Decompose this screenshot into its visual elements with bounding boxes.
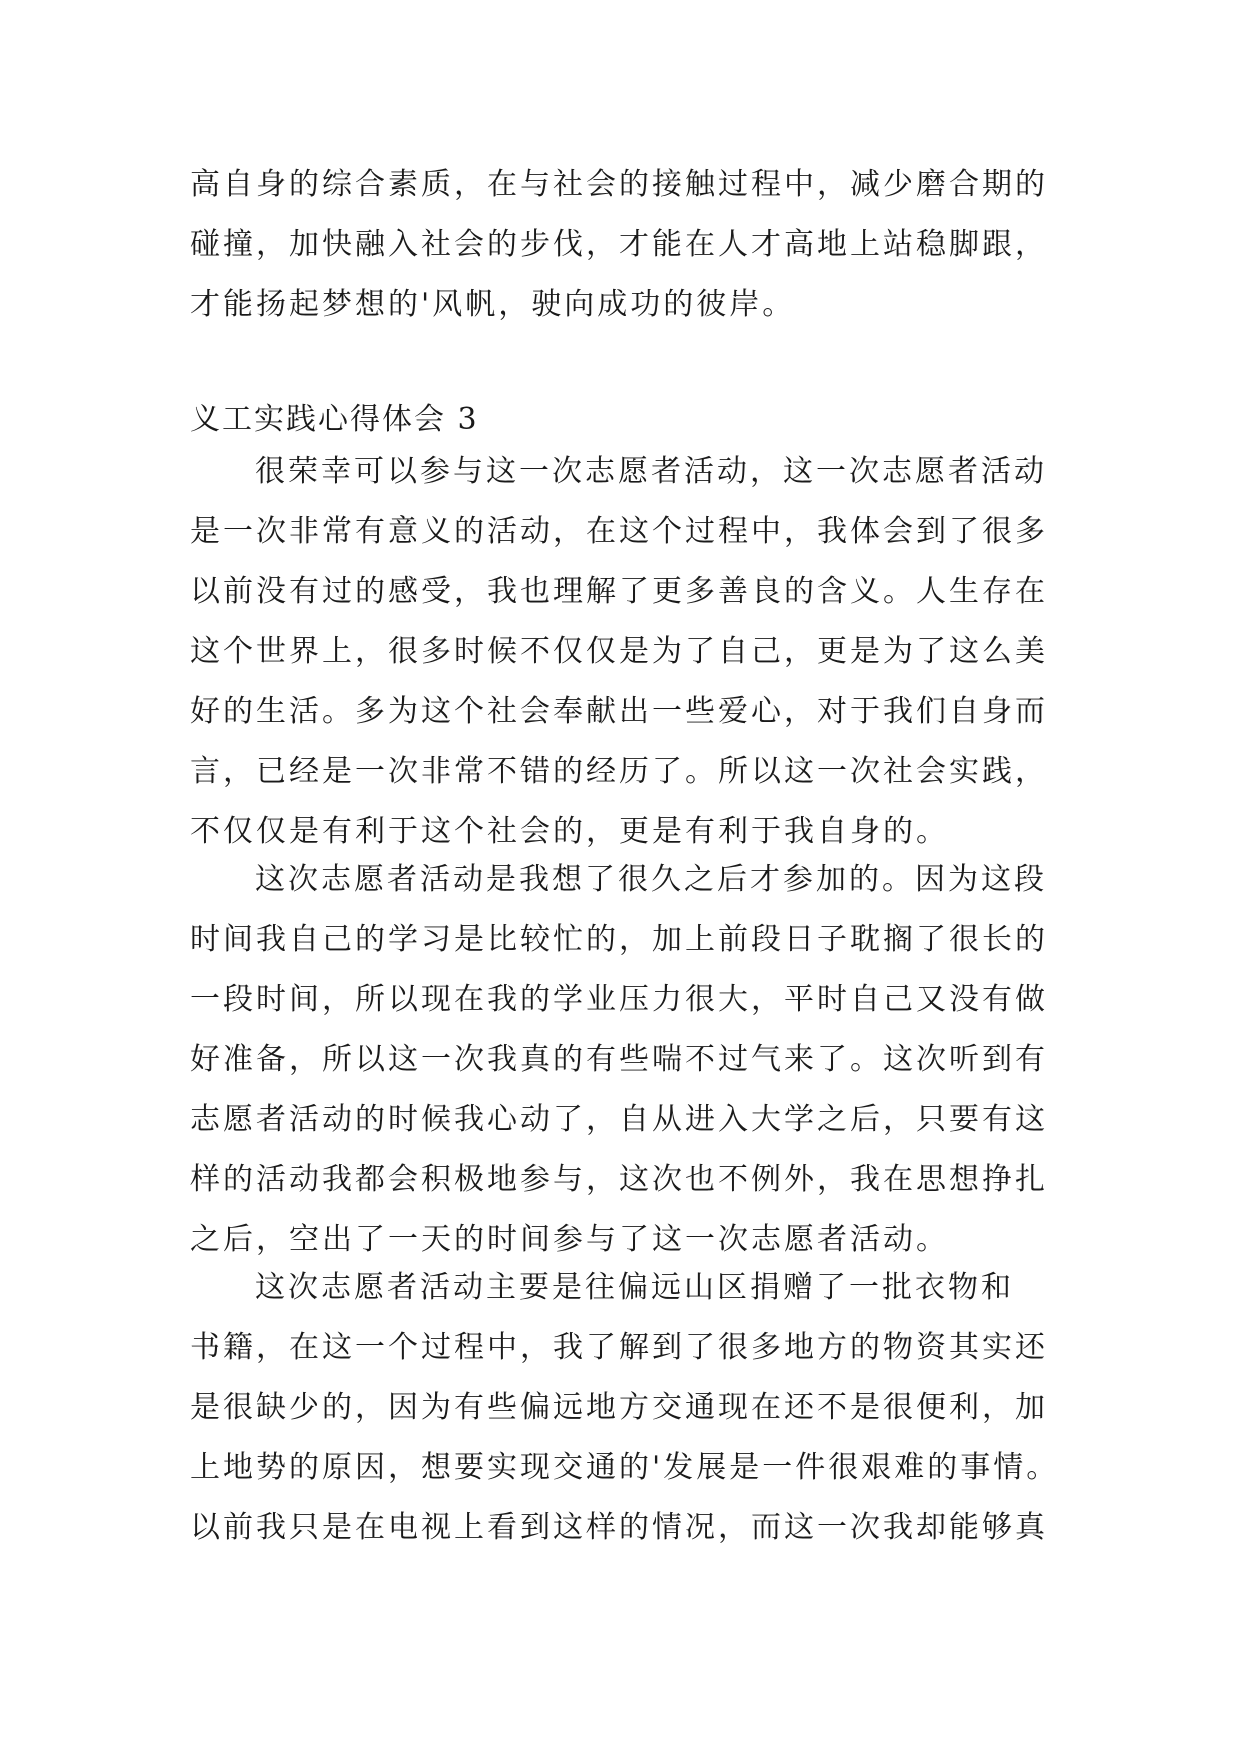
paragraph-line: 是很缺少的，因为有些偏远地方交通现在还不是很便利，加: [190, 1390, 1048, 1425]
paragraph-line: 一段时间，所以现在我的学业压力很大，平时自己又没有做: [190, 982, 1048, 1017]
paragraph-line: 志愿者活动的时候我心动了，自从进入大学之后，只要有这: [190, 1102, 1048, 1137]
paragraph-line: 样的活动我都会积极地参与，这次也不例外，我在思想挣扎: [190, 1162, 1048, 1197]
paragraph-line: 书籍，在这一个过程中，我了解到了很多地方的物资其实还: [190, 1330, 1048, 1365]
paragraph-line: 是一次非常有意义的活动，在这个过程中，我体会到了很多: [190, 514, 1048, 549]
body-paragraph-1: [190, 442, 1070, 862]
paragraph-line: 高自身的综合素质，在与社会的接触过程中，减少磨合期的: [190, 167, 1048, 202]
paragraph-line: 这次志愿者活动是我想了很久之后才参加的。因为这段: [255, 862, 1047, 897]
paragraph-line: 好准备，所以这一次我真的有些喘不过气来了。这次听到有: [190, 1042, 1048, 1077]
paragraph-line: 时间我自己的学习是比较忙的，加上前段日子耽搁了很长的: [190, 922, 1048, 957]
paragraph-line: 以前我只是在电视上看到这样的情况，而这一次我却能够真: [190, 1510, 1048, 1545]
paragraph-line: 之后，空出了一天的时间参与了这一次志愿者活动。: [190, 1222, 949, 1257]
intro-paragraph: [190, 155, 1070, 335]
paragraph-line: 好的生活。多为这个社会奉献出一些爱心，对于我们自身而: [190, 694, 1048, 729]
paragraph-line: 这次志愿者活动主要是往偏远山区捐赠了一批衣物和: [255, 1270, 1014, 1305]
paragraph-line: 言，已经是一次非常不错的经历了。所以这一次社会实践，: [190, 754, 1048, 789]
section-heading: 义工实践心得体会 3: [190, 402, 479, 437]
paragraph-line: 以前没有过的感受，我也理解了更多善良的含义。人生存在: [190, 574, 1048, 609]
paragraph-line: 不仅仅是有利于这个社会的，更是有利于我自身的。: [190, 814, 949, 849]
paragraph-line: 才能扬起梦想的'风帆，驶向成功的彼岸。: [190, 287, 796, 322]
body-paragraph-3: [190, 1258, 1070, 1558]
paragraph-line: 这个世界上，很多时候不仅仅是为了自己，更是为了这么美: [190, 634, 1048, 669]
body-paragraph-2: [190, 850, 1070, 1270]
paragraph-line: 碰撞，加快融入社会的步伐，才能在人才高地上站稳脚跟，: [190, 227, 1048, 262]
paragraph-line: 上地势的原因，想要实现交通的'发展是一件很艰难的事情。: [190, 1450, 1060, 1485]
paragraph-line: 很荣幸可以参与这一次志愿者活动，这一次志愿者活动: [255, 454, 1047, 489]
